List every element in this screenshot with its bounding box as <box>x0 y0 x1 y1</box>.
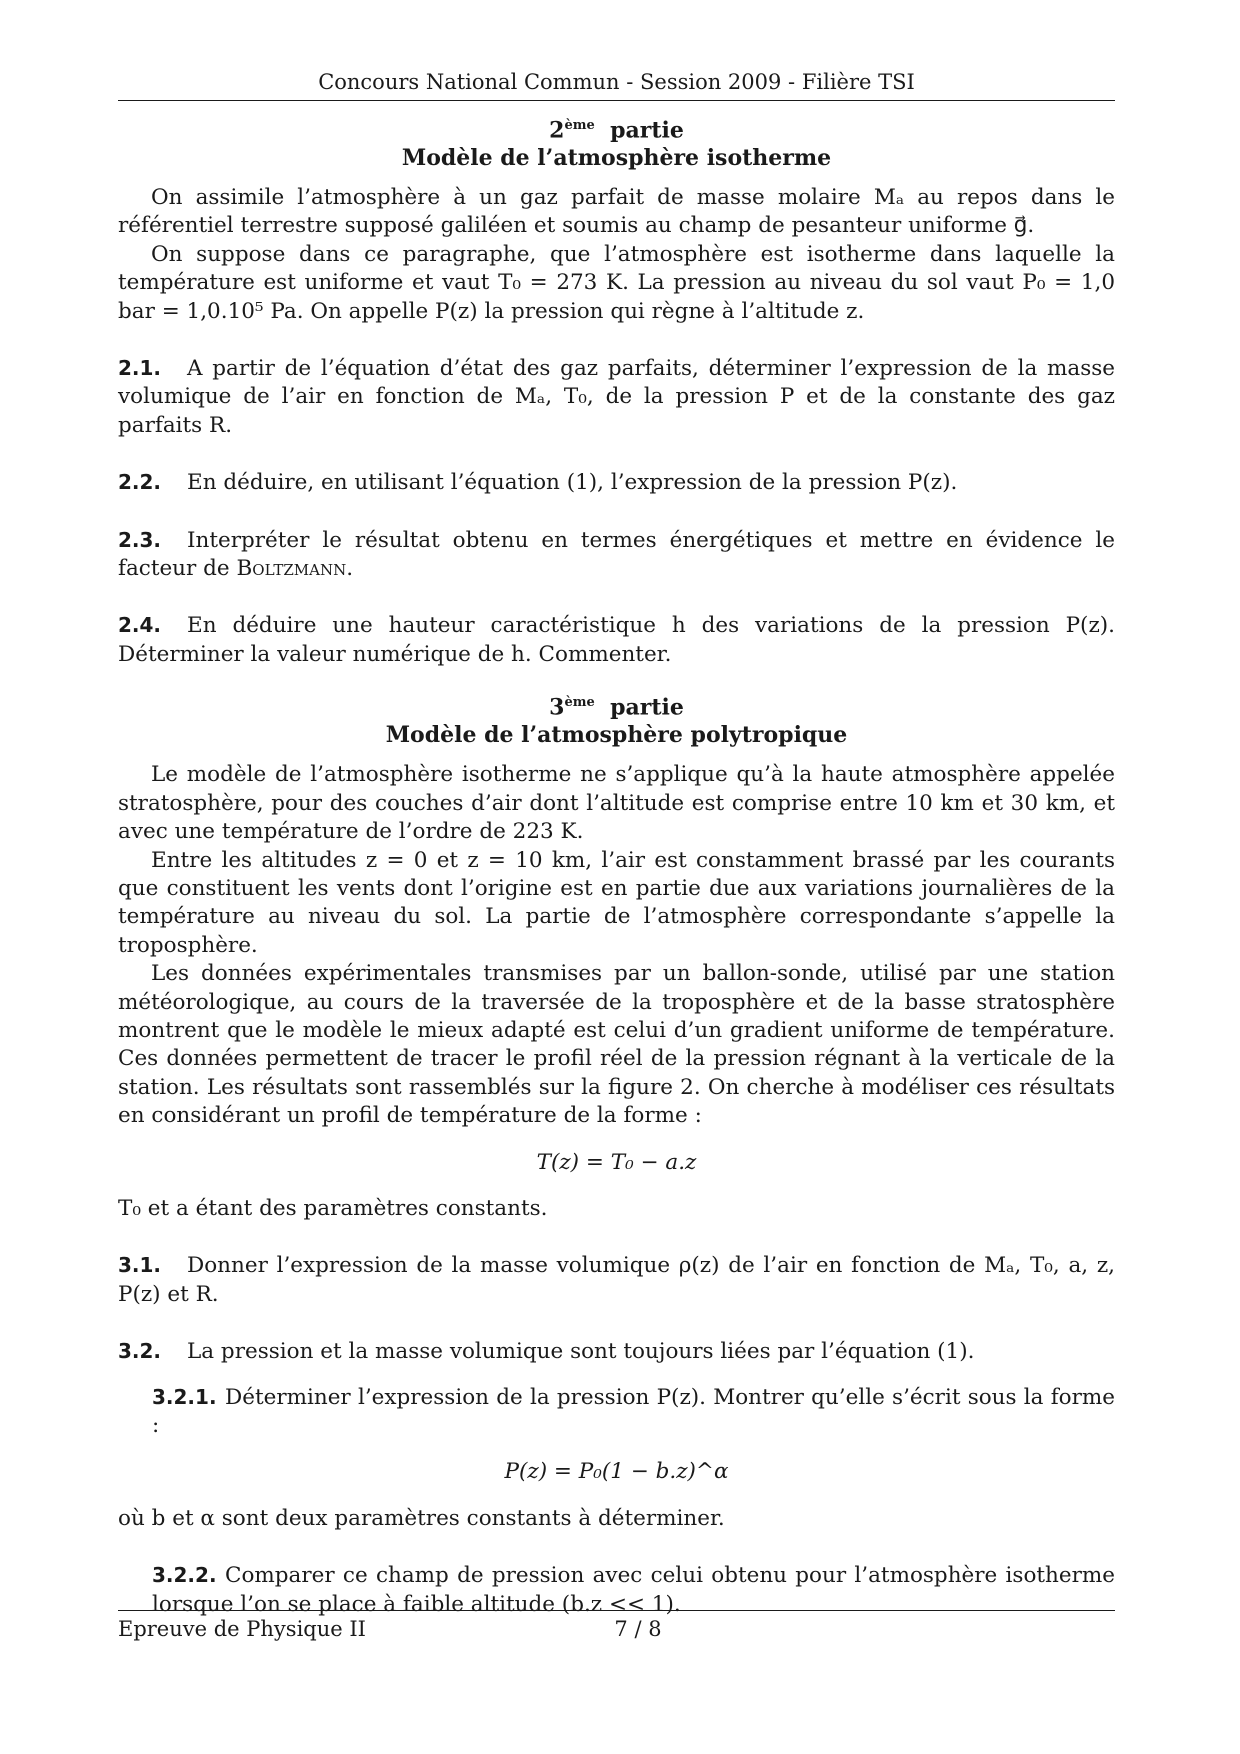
question-3-2-2: 3.2.2. Comparer ce champ de pression avec celui obtenu pour l’atmosphère isotherme lorsque l’on se place à faible altitude (b.z << 1). <box>152 1563 1115 1617</box>
page-body <box>118 112 1115 1619</box>
part3-heading: 3ème partie <box>549 694 684 721</box>
part3-paragraph-5: où b et α sont deux paramètres constants à déterminer. <box>118 1505 725 1531</box>
equation-temperature-profile: T(z) = T₀ − a.z <box>536 1149 697 1175</box>
part3-paragraph-4: T₀ et a étant des paramètres constants. <box>118 1195 548 1221</box>
page-number: 7 / 8 <box>614 1617 662 1641</box>
question-3-2: 3.2. La pression et la masse volumique sont toujours liées par l’équation (1). <box>118 1339 975 1365</box>
part2-title: Modèle de l’atmosphère isotherme <box>401 145 832 171</box>
part3-paragraph-1: Le modèle de l’atmosphère isotherme ne s’applique qu’à la haute atmosphère appelée stratosphère, pour des couches d’air dont l’altitude est comprise entre 10 km et 30 km, et avec une température de l’ordre de 223 K. <box>118 762 1115 845</box>
part2-paragraph-2: On suppose dans ce paragraphe, que l’atmosphère est isotherme dans laquelle la température est uniforme et vaut T₀ = 273 K. La pression au niveau du sol vaut P₀ = 1,0 bar = 1,0.10⁵ Pa. On appelle P(z) la pression qui règne à l’altitude z. <box>118 241 1115 324</box>
part3-title: Modèle de l’atmosphère polytropique <box>385 722 848 749</box>
part2-heading: 2ème partie <box>549 117 684 144</box>
question-2-3: 2.3. Interpréter le résultat obtenu en termes énergétiques et mettre en évidence le facteur de Boltzmann. <box>118 527 1115 582</box>
question-3-2-1: 3.2.1. Déterminer l’expression de la pression P(z). Montrer qu’elle s’écrit sous la forme : <box>152 1384 1115 1438</box>
question-2-4: 2.4. En déduire une hauteur caractéristique h des variations de la pression P(z). Déterminer la valeur numérique de h. Commenter. <box>118 613 1115 667</box>
part3-paragraph-3: Les données expérimentales transmises par un ballon-sonde, utilisé par une station météorologique, au cours de la traversée de la troposphère et de la basse stratosphère montrent que le modèle le mieux adapté est celui d’un gradient uniforme de température. Ces données permettent de tracer le profil réel de la pression régnant à la verticale de la station. Les résultats sont rassemblés sur la figure 2. On cherche à modéliser ces résultats en considérant un profil de température de la forme : <box>118 961 1115 1129</box>
part2-paragraph-1: On assimile l’atmosphère à un gaz parfait de masse molaire Mₐ au repos dans le référentiel terrestre supposé galiléen et soumis au champ de pesanteur uniforme g⃗. <box>118 185 1115 239</box>
question-3-1: 3.1. Donner l’expression de la masse volumique ρ(z) de l’air en fonction de Mₐ, T₀, a, z, P(z) et R. <box>118 1253 1115 1307</box>
equation-pressure-profile: P(z) = P₀(1 − b.z)^α <box>504 1459 729 1485</box>
footer-exam-title: Epreuve de Physique II <box>118 1617 366 1641</box>
footer-rule <box>118 1610 1115 1611</box>
question-2-1: 2.1. A partir de l’équation d’état des gaz parfaits, déterminer l’expression de la masse volumique de l’air en fonction de Mₐ, T₀, de la pression P et de la constante des gaz parfaits R. <box>118 356 1115 438</box>
header-rule <box>118 100 1115 101</box>
running-header: Concours National Commun - Session 2009 - Filière TSI <box>318 70 915 94</box>
part3-paragraph-2: Entre les altitudes z = 0 et z = 10 km, l’air est constamment brassé par les courants que constituent les vents dont l’origine est en partie due aux variations journalières de la température au niveau du sol. La partie de l’atmosphère correspondante s’appelle la troposphère. <box>118 847 1115 958</box>
question-2-2: 2.2. En déduire, en utilisant l’équation (1), l’expression de la pression P(z). <box>118 470 958 496</box>
